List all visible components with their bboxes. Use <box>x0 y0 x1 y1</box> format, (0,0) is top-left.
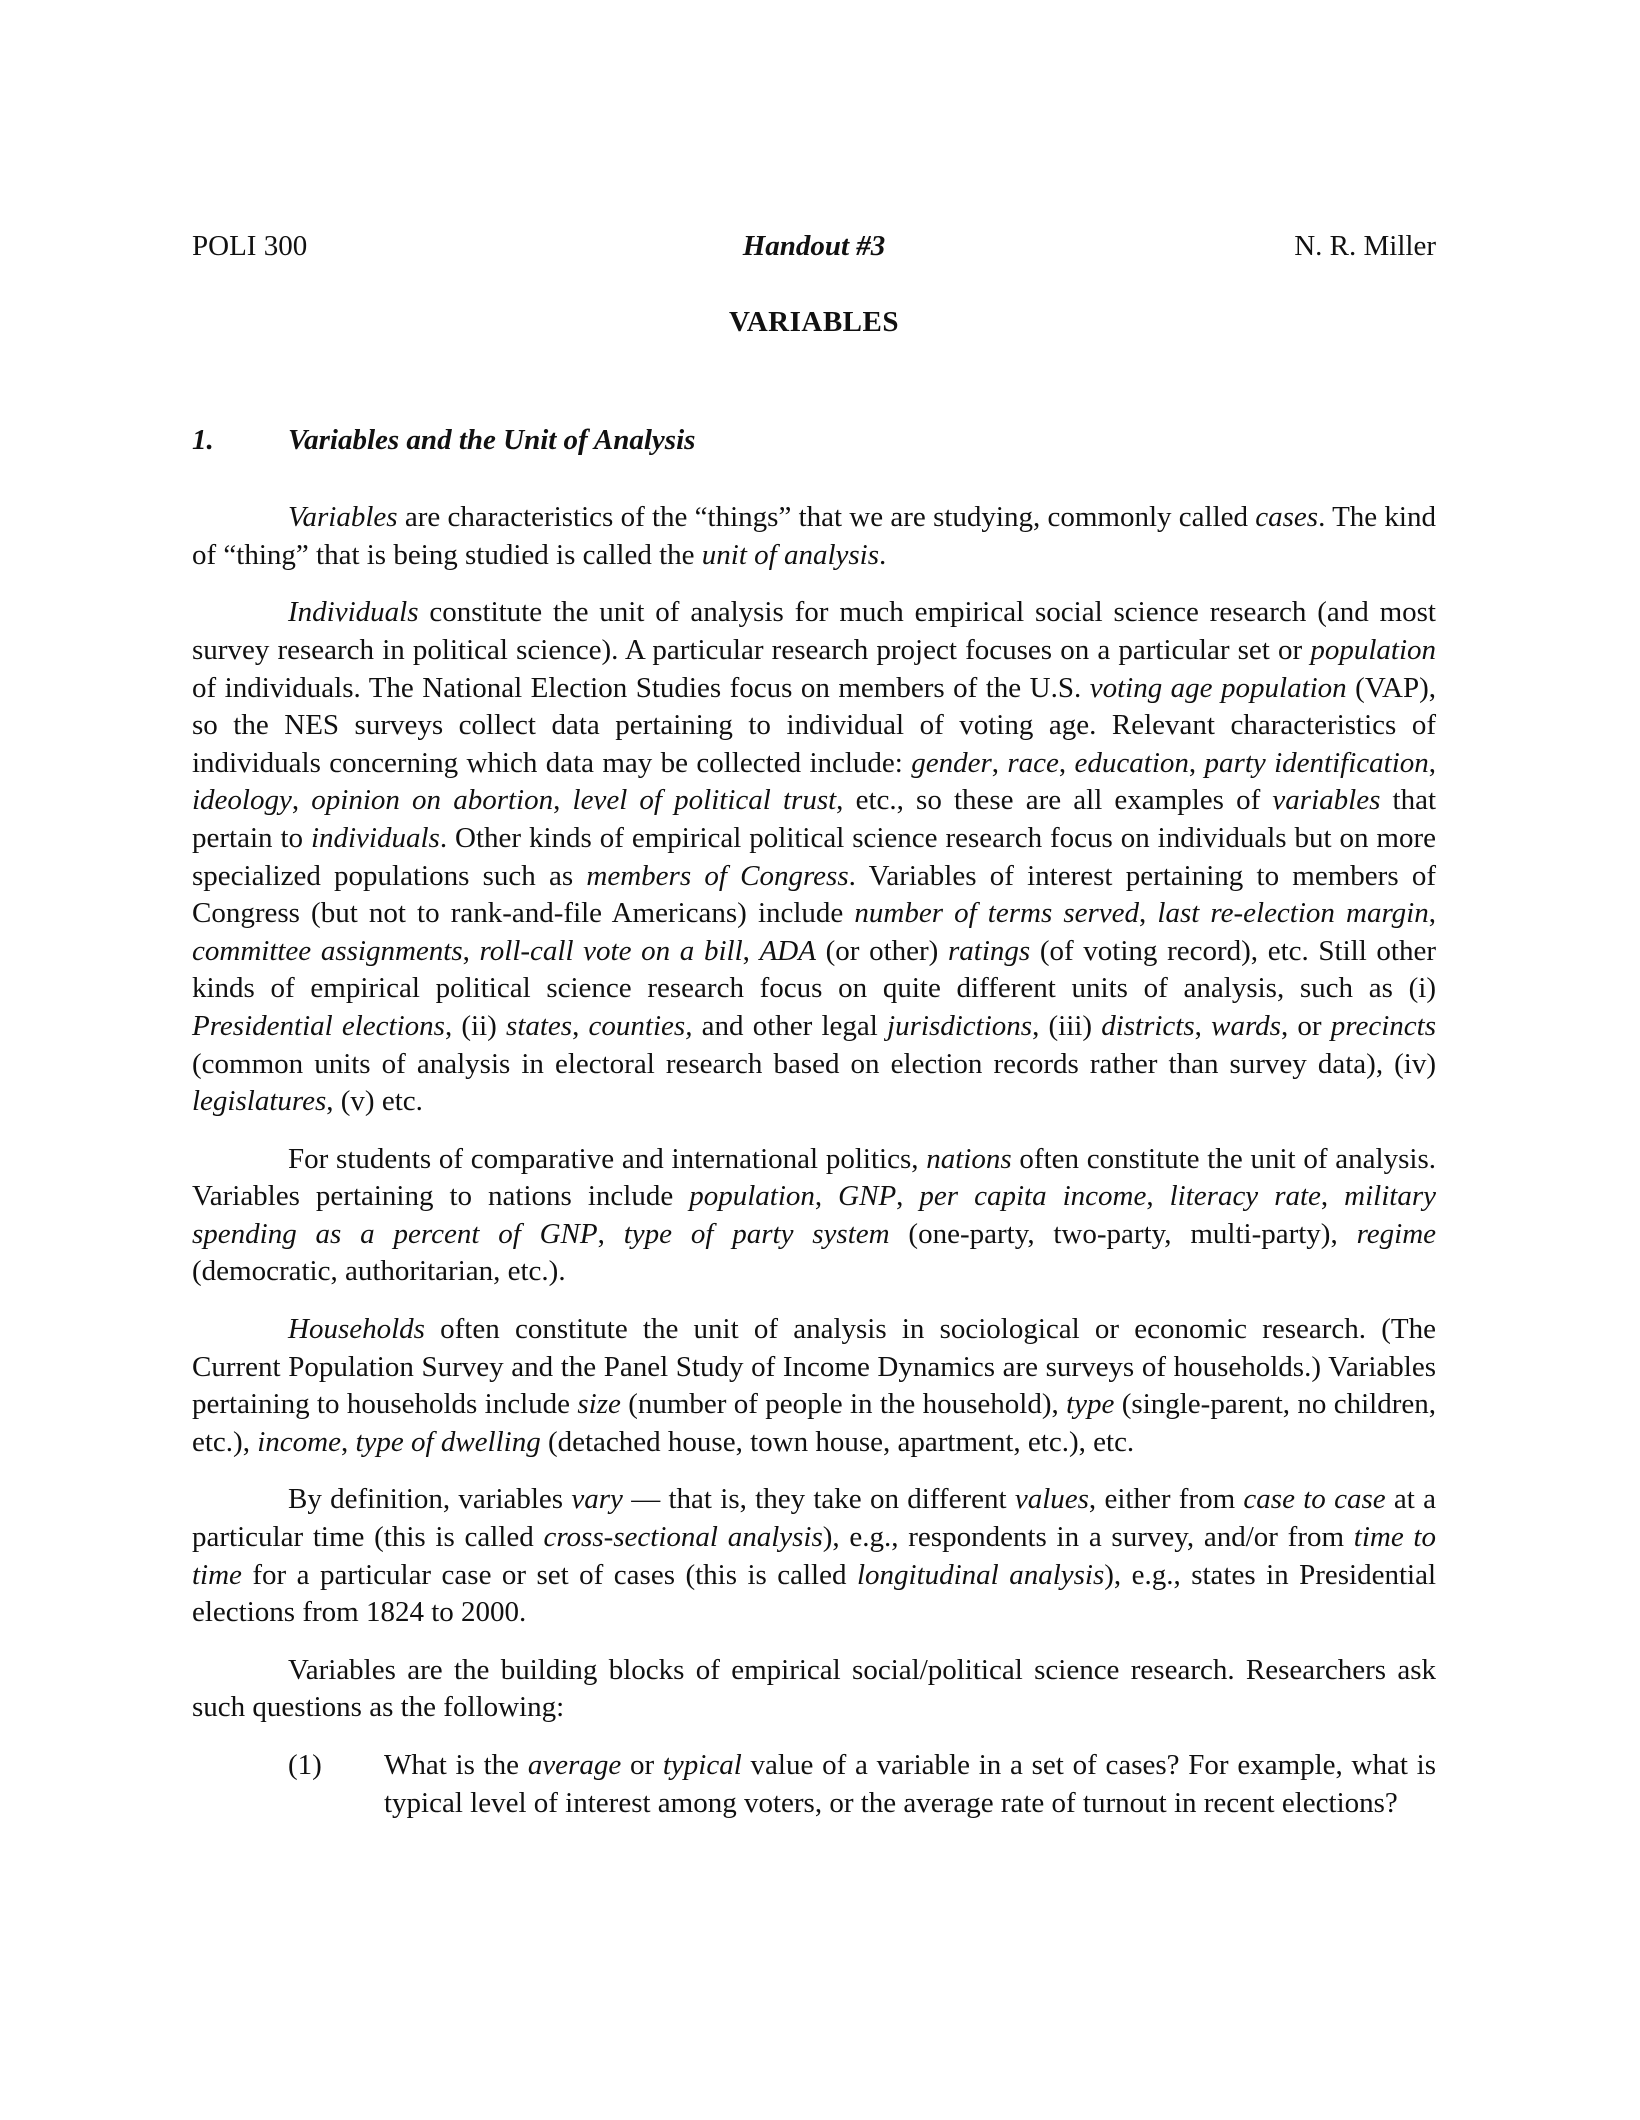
italic-term: cross-sectional analysis <box>543 1521 823 1554</box>
section-number: 1. <box>192 423 214 456</box>
text-run: , <box>814 1180 839 1213</box>
italic-term: number of terms served <box>854 897 1140 930</box>
text-run: , (v) etc. <box>326 1085 423 1118</box>
text-run: , <box>1320 1180 1345 1213</box>
text-run: Variables are the building blocks of empirical social/political science research. Researchers ask such questions as the following: <box>192 1653 1436 1724</box>
text-run: for a particular case or set of cases (this is called <box>241 1558 857 1591</box>
text-run: , <box>896 1180 920 1213</box>
italic-term: GNP <box>838 1180 897 1213</box>
text-run: , <box>462 934 480 967</box>
author-name: N. R. Miller <box>1294 230 1436 262</box>
italic-term: states <box>506 1009 573 1042</box>
text-run: For students of comparative and international politics, <box>288 1142 927 1175</box>
italic-term: party identification <box>1204 746 1429 779</box>
text-run: often constitute the unit of analysis. Variables pertaining to nations include <box>192 1142 1436 1213</box>
italic-term: level of political trust <box>572 784 837 817</box>
text-run: of individuals. The National Election Studies focus on members of the U.S. <box>192 671 1090 704</box>
italic-term: members of Congress <box>586 859 849 892</box>
paragraph <box>192 1481 1436 1631</box>
text-run: (democratic, authoritarian, etc.). <box>192 1255 566 1288</box>
text-run: By definition, variables <box>288 1483 572 1516</box>
italic-term: legislatures <box>192 1085 327 1118</box>
text-run: . <box>879 538 887 571</box>
text-run: are characteristics of the “things” that we are studying, commonly called <box>397 501 1256 534</box>
text-run: (number of people in the household), <box>620 1388 1067 1421</box>
italic-term: education <box>1074 746 1189 779</box>
italic-term: committee assignments <box>192 934 463 967</box>
italic-term: opinion on abortion <box>311 784 554 817</box>
list-item-text <box>384 1747 1436 1822</box>
italic-term: unit of analysis <box>701 538 880 571</box>
text-run: , <box>1188 746 1205 779</box>
italic-term: size <box>577 1388 621 1421</box>
text-run: , <box>597 1217 624 1250</box>
page-header <box>192 228 1436 268</box>
text-run: , <box>1058 746 1075 779</box>
text-run: , etc., so these are all examples of <box>836 784 1273 817</box>
paragraph <box>192 1141 1436 1291</box>
text-run: , <box>991 746 1008 779</box>
text-run: , either from <box>1088 1483 1244 1516</box>
italic-term: income <box>257 1425 341 1458</box>
italic-term: counties, <box>588 1009 693 1042</box>
text-run: , <box>1139 897 1158 930</box>
course-code: POLI 300 <box>192 230 308 262</box>
text-run: , (iii) <box>1032 1009 1102 1042</box>
text-run: , or <box>1280 1009 1331 1042</box>
text-run: value of a variable in a set of cases? For example, what is typical level of interest among voters, or the average rate of turnout in recent elections? <box>384 1749 1436 1819</box>
italic-term: precincts <box>1330 1009 1436 1042</box>
text-run: , <box>1194 1009 1212 1042</box>
italic-term: voting age population <box>1089 671 1347 704</box>
italic-term: vary <box>571 1483 623 1516</box>
text-run: that pertain to <box>192 784 1437 854</box>
paragraph <box>192 499 1436 574</box>
italic-term: type <box>1066 1388 1115 1421</box>
list-item <box>192 1747 1436 1822</box>
document-page <box>192 228 1436 1822</box>
text-run: (detached house, town house, apartment, etc.), etc. <box>540 1425 1135 1458</box>
text-run: and other legal <box>692 1009 888 1042</box>
italic-term: Individuals <box>288 596 419 629</box>
text-run: (or other) <box>815 934 948 967</box>
italic-term: individuals <box>310 821 440 854</box>
italic-term: population <box>689 1180 815 1213</box>
italic-term: ADA <box>759 934 816 967</box>
text-run: , <box>291 784 312 817</box>
italic-term: military spending as a percent of GNP <box>192 1180 1437 1250</box>
text-run: (VAP), so the NES surveys collect data pertaining to individual of voting age. Relevant characteristics of individuals concerning which data may be collected include: <box>192 671 1437 779</box>
italic-term: population <box>1310 633 1436 666</box>
italic-term: cases <box>1255 501 1319 534</box>
text-run: , <box>742 934 760 967</box>
italic-term: longitudinal analysis <box>856 1558 1105 1591</box>
italic-term: regime <box>1356 1217 1437 1250</box>
italic-term: last re-election margin <box>1157 897 1429 930</box>
text-run: — that is, they take on different <box>622 1483 1015 1516</box>
italic-term: gender <box>911 746 992 779</box>
text-run: often constitute the unit of analysis in sociological or economic research. (The Current Population Survey and the Panel Study of Income Dynamics are surveys of households.) Variables pertaining to households include <box>192 1313 1436 1421</box>
text-run: . Variables of interest pertaining to members of Congress (but not to rank-and-file Americans) include <box>192 859 1437 930</box>
italic-term: districts <box>1101 1009 1195 1042</box>
italic-term: wards <box>1211 1009 1281 1042</box>
text-run: . Other kinds of empirical political science research focus on individuals but on more specialized populations such as <box>192 821 1436 892</box>
italic-term: ratings <box>947 934 1031 967</box>
paragraph <box>192 594 1436 1120</box>
italic-term: values <box>1014 1483 1089 1516</box>
text-run: or <box>621 1749 663 1781</box>
italic-term: Presidential elections <box>192 1009 445 1042</box>
italic-term: variables <box>1272 784 1381 817</box>
italic-term: ideology <box>192 784 292 817</box>
list-item-number: (1) <box>288 1749 322 1781</box>
text-run: ), e.g., respondents in a survey, and/or from <box>822 1521 1354 1554</box>
text-run: . The kind of “thing” that is being studied is called the <box>192 501 1436 571</box>
text-run: constitute the unit of analysis for much empirical social science research (and most survey research in political science). A particular research project focuses on a particular set or <box>192 596 1436 666</box>
text-run: , <box>1428 897 1436 930</box>
paragraph <box>192 1311 1436 1461</box>
text-run: , (ii) <box>444 1009 507 1042</box>
text-run: (of voting record), etc. Still other kinds of empirical political science research focus on quite different units of analysis, such as (i) <box>192 934 1437 1005</box>
section-heading <box>192 422 1436 460</box>
text-run: (one-party, two-party, multi-party), <box>889 1217 1357 1250</box>
italic-term: Variables <box>288 501 398 534</box>
text-run: , <box>553 784 573 817</box>
italic-term: Households <box>288 1313 425 1346</box>
italic-term: typical <box>662 1749 742 1781</box>
paragraph <box>192 1652 1436 1727</box>
body-text <box>192 499 1436 1727</box>
italic-term: type of party system <box>623 1217 890 1250</box>
text-run: What is the <box>384 1749 528 1781</box>
text-run: , <box>572 1009 589 1042</box>
document-title: VARIABLES <box>729 306 899 338</box>
text-run: (single-parent, no children, etc.), <box>192 1388 1436 1458</box>
section-title: Variables and the Unit of Analysis <box>288 423 696 456</box>
italic-term: roll-call vote on a bill <box>479 934 743 967</box>
italic-term: race <box>1007 746 1059 779</box>
text-run: (common units of analysis in electoral research based on election records rather than survey data), (iv) <box>192 1047 1436 1080</box>
numbered-list <box>192 1747 1436 1822</box>
italic-term: literacy rate <box>1169 1180 1321 1213</box>
italic-term: jurisdictions <box>887 1009 1033 1042</box>
text-run: , <box>340 1425 356 1458</box>
text-run: ), e.g., states in Presidential elections from 1824 to 2000. <box>192 1558 1437 1629</box>
text-run: , <box>1428 746 1437 779</box>
italic-term: case to case <box>1243 1483 1386 1516</box>
handout-number: Handout #3 <box>742 230 886 262</box>
italic-term: type of dwelling <box>355 1425 541 1458</box>
text-run: at a particular time (this is called <box>192 1483 1436 1554</box>
italic-term: per capita income <box>919 1180 1147 1213</box>
text-run: , <box>1146 1180 1170 1213</box>
italic-term: nations <box>926 1142 1012 1175</box>
italic-term: time to time <box>192 1521 1436 1591</box>
italic-term: average <box>527 1749 622 1781</box>
